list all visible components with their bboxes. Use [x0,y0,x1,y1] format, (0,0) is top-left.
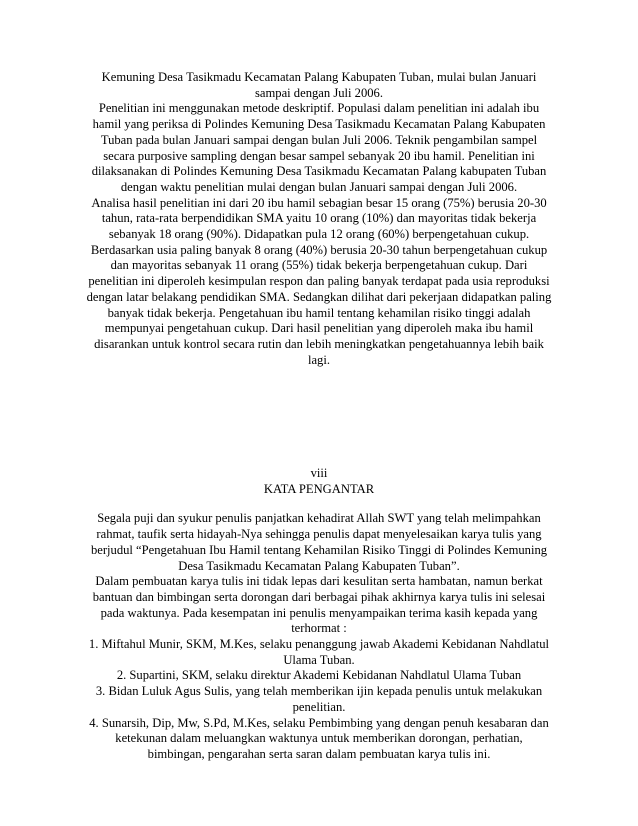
preface-list-item-2: 2. Supartini, SKM, selaku direktur Akademi Kebidanan Nahdlatul Ulama Tuban [116,668,522,683]
preface-paragraph-1: Segala puji dan syukur penulis panjatkan kehadirat Allah SWT yang telah melimpahkan rahmat, taufik serta hidayah-Nya sehingga penulis dapat menyelesaikan karya tulis yang berjudul “Pengetahuan Ibu Hamil tentang Kehamilan Risiko Tinggi di Polindes Kemuning Desa Tasikmadu Kecamatan Palang Kabupaten Tuban”. [90,511,548,573]
abstract-paragraph-2: Penelitian ini menggunakan metode deskriptif. Populasi dalam penelitian ini adalah ibu hamil yang periksa di Polindes Kemuning Desa Tasikmadu Kecamatan Palang Kabupaten Tuban pada bulan Januari sampai dengan bulan Juli 2006. Teknik pengambilan sampel secara purposive sampling dengan besar sampel sebanyak 20 ibu hamil. Penelitian ini dilaksanakan di Polindes Kemuning Desa Tasikmadu Kecamatan Palang kabupaten Tuban dengan waktu penelitian mulai dengan bulan Januari sampai dengan Juli 2006. [91,101,547,194]
preface-list-item-1: 1. Miftahul Munir, SKM, M.Kes, selaku penanggung jawab Akademi Kebidanan Nahdlatul Ulama Tuban. [88,637,550,667]
abstract-paragraph-3: Analisa hasil penelitian ini dari 20 ibu hamil sebagian besar 15 orang (75%) berusia 20-30 tahun, rata-rata berpendidikan SMA yaitu 10 orang (10%) dan mayoritas tidak bekerja sebanyak 18 orang (90%). Didapatkan pula 12 orang (60%) berpengetahuan cukup. Berdasarkan usia paling banyak 8 orang (40%) berusia 20-30 tahun berpengetahuan cukup dan mayoritas sebanyak 11 orang (55%) tidak bekerja berpengetahuan cukup. Dari penelitian ini diperoleh kesimpulan respon dan paling banyak terdapat pada usia reproduksi dengan latar belakang pendidikan SMA. Sedangkan dilihat dari pekerjaan didapatkan paling banyak tidak bekerja. Pengetahuan ibu hamil tentang kehamilan risiko tinggi adalah mempunyai pengetahuan cukup. Dari hasil penelitian yang diperoleh maka ibu hamil disarankan untuk kontrol secara rutin dan lebih meningkatkan pengetahuannya lebih baik lagi. [86,195,552,367]
abstract-section [86,70,552,368]
preface-section [86,466,552,763]
preface-title: KATA PENGANTAR [263,481,375,496]
preface-list-item-3: 3. Bidan Luluk Agus Sulis, yang telah memberikan ijin kepada penulis untuk melakukan penelitian. [95,684,543,714]
abstract-paragraph-1: Kemuning Desa Tasikmadu Kecamatan Palang Kabupaten Tuban, mulai bulan Januari sampai dengan Juli 2006. [101,70,537,100]
preface-paragraph-2: Dalam pembuatan karya tulis ini tidak lepas dari kesulitan serta hambatan, namun berkat bantuan dan bimbingan serta dorongan dari berbagai pihak akhirnya karya tulis ini selesai pada waktunya. Pada kesempatan ini penulis menyampaikan terima kasih kepada yang terhormat : [92,574,546,636]
preface-list-item-4: 4. Sunarsih, Dip, Mw, S.Pd, M.Kes, selaku Pembimbing yang dengan penuh kesabaran dan ketekunan dalam meluangkan waktunya untuk memberikan dorongan, perhatian, bimbingan, pengarahan serta saran dalam pembuatan karya tulis ini. [89,715,549,761]
page-number: viii [310,466,328,480]
